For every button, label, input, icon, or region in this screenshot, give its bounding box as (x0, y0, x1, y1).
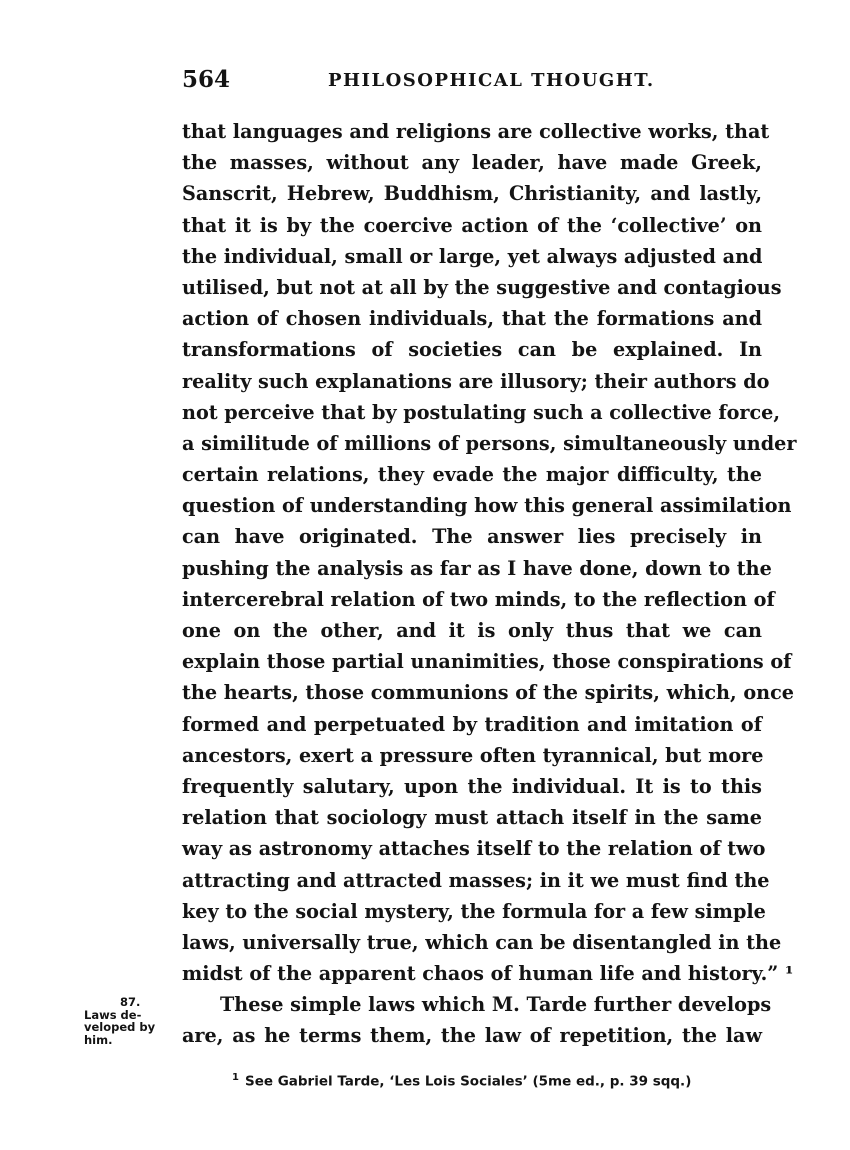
text-line: one on the other, and it is only thus that we can (182, 619, 762, 642)
text-line: a similitude of millions of persons, simultaneously under (182, 431, 797, 455)
text-line: the masses, without any leader, have made Greek, (182, 151, 762, 175)
paragraph-start-line: These simple laws which M. Tarde further develops (220, 993, 772, 1017)
page-number: 564 (182, 66, 231, 93)
margin-note-number: 87. (120, 995, 141, 1009)
text-line: reality such explanations are illusory; their authors do (182, 369, 770, 393)
text-line: explain those partial unanimities, those conspirations of (182, 650, 792, 674)
text-line: that it is by the coercive action of the ‘collective’ on (182, 213, 762, 237)
text-line: certain relations, they evade the major difficulty, the (182, 463, 762, 487)
text-line: are, as he terms them, the law of repetition, the law (182, 1024, 762, 1048)
footnote-mark: 1 (232, 1072, 239, 1083)
text-line: relation that sociology must attach itself in the same (182, 806, 762, 830)
footnote-text: See Gabriel Tarde, ‘Les Lois Sociales’ (5me ed., p. 39 sqq.) (244, 1073, 692, 1090)
text-line: action of chosen individuals, that the formations and (182, 307, 762, 331)
text-line: not perceive that by postulating such a collective force, (182, 400, 781, 424)
margin-note-line: veloped by (84, 1020, 156, 1034)
text-line: ancestors, exert a pressure often tyrannical, but more (182, 743, 764, 767)
text-line: midst of the apparent chaos of human life and history.” ¹ (182, 962, 794, 986)
text-line: can have originated. The answer lies precisely in (182, 525, 762, 549)
text-line: intercerebral relation of two minds, to the reflection of (182, 587, 775, 611)
text-line: question of understanding how this general assimilation (182, 494, 792, 518)
text-line: utilised, but not at all by the suggestive and contagious (182, 275, 782, 299)
running-title: PHILOSOPHICAL THOUGHT. (328, 70, 655, 91)
text-line: the individual, small or large, yet always adjusted and (182, 244, 763, 268)
text-line: laws, universally true, which can be disentangled in the (182, 930, 782, 954)
running-head (182, 66, 762, 96)
footnote (232, 1072, 772, 1090)
text-line: the hearts, those communions of the spirits, which, once (182, 681, 794, 705)
text-line: frequently salutary, upon the individual. It is to this (182, 774, 762, 798)
text-line: Sanscrit, Hebrew, Buddhism, Christianity, and lastly, (182, 182, 762, 206)
text-line: attracting and attracted masses; in it we must find the (182, 868, 770, 892)
margin-note-line: him. (84, 1032, 113, 1047)
margin-note (84, 996, 174, 1046)
text-line: pushing the analysis as far as I have done, down to the (182, 556, 772, 580)
text-line: that languages and religions are collective works, that (182, 120, 770, 143)
text-line: formed and perpetuated by tradition and imitation of (182, 712, 762, 736)
body-text (182, 116, 797, 1052)
text-line: way as astronomy attaches itself to the relation of two (182, 837, 766, 861)
text-line: key to the social mystery, the formula for a few simple (182, 899, 766, 923)
margin-note-line: Laws de- (84, 1007, 142, 1022)
text-line: transformations of societies can be explained. In (182, 338, 762, 362)
